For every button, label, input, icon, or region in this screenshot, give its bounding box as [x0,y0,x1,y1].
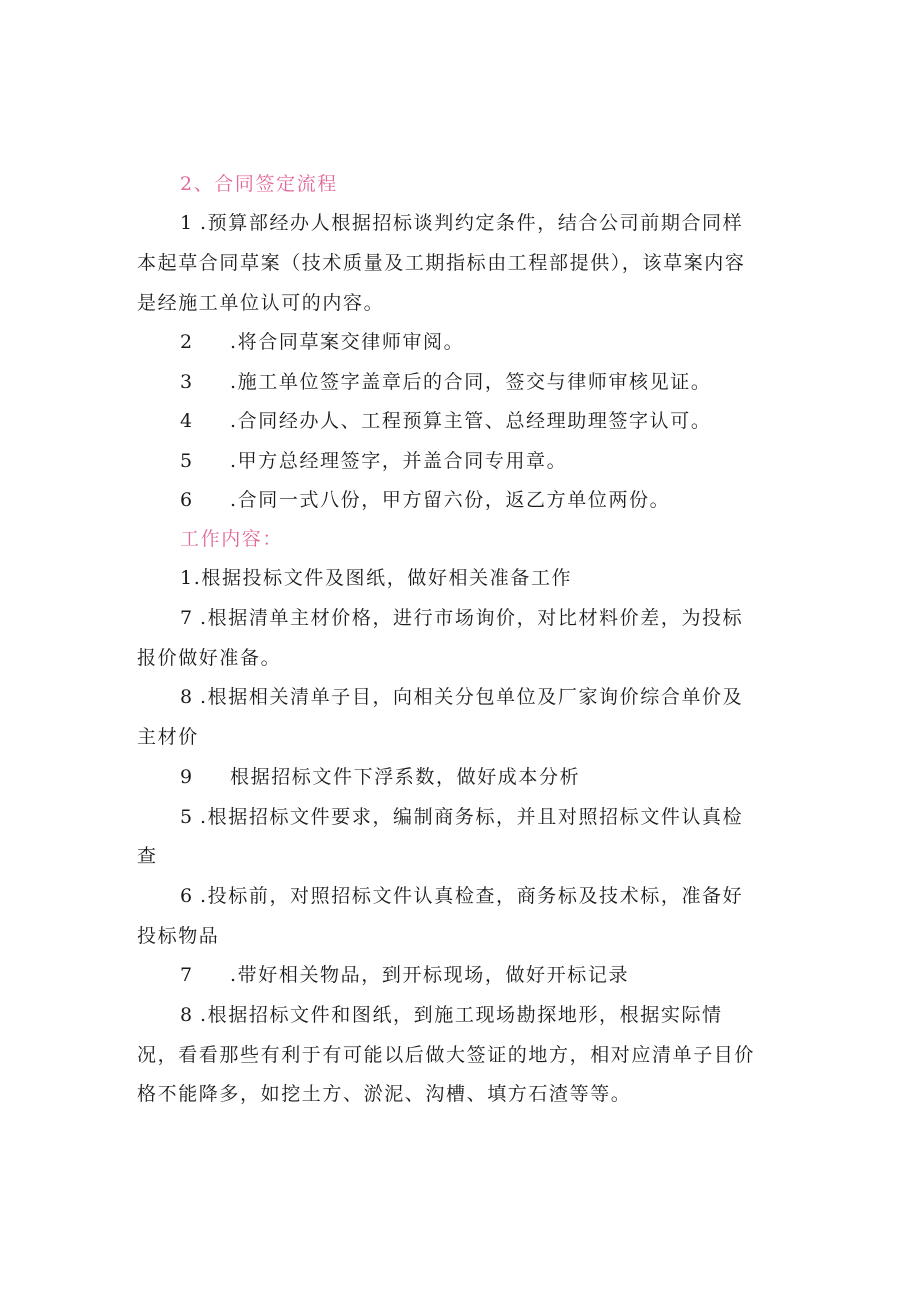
work-item-7-line-2: 报价做好准备。 [137,647,282,669]
step-text: .将合同草案交律师审阅。 [230,331,465,353]
step-number: 5 [180,450,194,472]
item-text: .根据相关清单子目，向相关分包单位及厂家询价综合单价及 [200,686,744,708]
section-title: 2、合同签定流程 [180,173,338,195]
step-3 [180,362,840,402]
step-text: .合同一式八份，甲方留六份，返乙方单位两份。 [230,489,671,511]
step-4 [180,401,840,441]
work-item-8b-line-1 [180,995,840,1035]
step-5 [180,441,840,481]
item-text: 根据招标文件下浮系数，做好成本分析 [230,766,581,788]
step-number: 2 [180,331,194,353]
step-6 [180,480,840,520]
item-text: .投标前，对照招标文件认真检查，商务标及技术标，准备好 [200,885,744,907]
item-number: 6 [180,885,194,907]
work-item-6-line-1 [180,876,840,916]
step-number: 4 [180,410,194,432]
step-number: 3 [180,371,194,393]
step-1-line-2: 本起草合同草案（技术质量及工期指标由工程部提供），该草案内容 [137,252,746,274]
step-1-line-1 [180,203,840,243]
item-number: 8 [180,1004,194,1026]
work-item-1 [180,558,840,598]
step-number: 1 [180,212,194,234]
work-item-5-line-1 [180,797,840,837]
item-text: .根据清单主材价格，进行市场询价，对比材料价差，为投标 [200,607,744,629]
work-item-8b-line-3: 格不能降多，如挖土方、淤泥、沟槽、填方石渣等等。 [137,1083,632,1105]
work-item-7-line-1 [180,598,840,638]
item-number: 5 [180,806,194,828]
step-text: .甲方总经理签字，并盖合同专用章。 [230,450,568,472]
work-item-8-line-2: 主材价 [137,726,199,748]
item-number: 9 [180,766,194,788]
item-text: .根据招标文件和图纸，到施工现场勘探地形，根据实际情 [200,1004,723,1026]
step-text: .施工单位签字盖章后的合同，签交与律师审核见证。 [230,371,712,393]
item-text: .根据招标文件要求，编制商务标，并且对照招标文件认真检 [200,806,744,828]
step-2 [180,322,840,362]
step-text: .预算部经办人根据招标谈判约定条件，结合公司前期合同样 [200,212,744,234]
work-item-8b-line-2: 况，看看那些有利于有可能以后做大签证的地方，相对应清单子目价 [137,1044,756,1066]
work-item-5-line-2: 查 [137,845,158,867]
step-number: 6 [180,489,194,511]
item-text: .带好相关物品，到开标现场，做好开标记录 [230,964,630,986]
item-number: 1 [180,567,194,589]
work-item-6-line-2: 投标物品 [137,925,220,947]
item-text: .根据投标文件及图纸，做好相关准备工作 [193,567,573,589]
step-1-line-3: 是经施工单位认可的内容。 [137,292,385,314]
item-number: 7 [180,964,194,986]
work-item-9 [180,757,840,797]
work-title: 工作内容： [180,528,284,550]
item-number: 7 [180,607,194,629]
step-text: .合同经办人、工程预算主管、总经理助理签字认可。 [230,410,712,432]
item-number: 8 [180,686,194,708]
work-item-7b [180,955,840,995]
work-item-8-line-1 [180,677,840,717]
